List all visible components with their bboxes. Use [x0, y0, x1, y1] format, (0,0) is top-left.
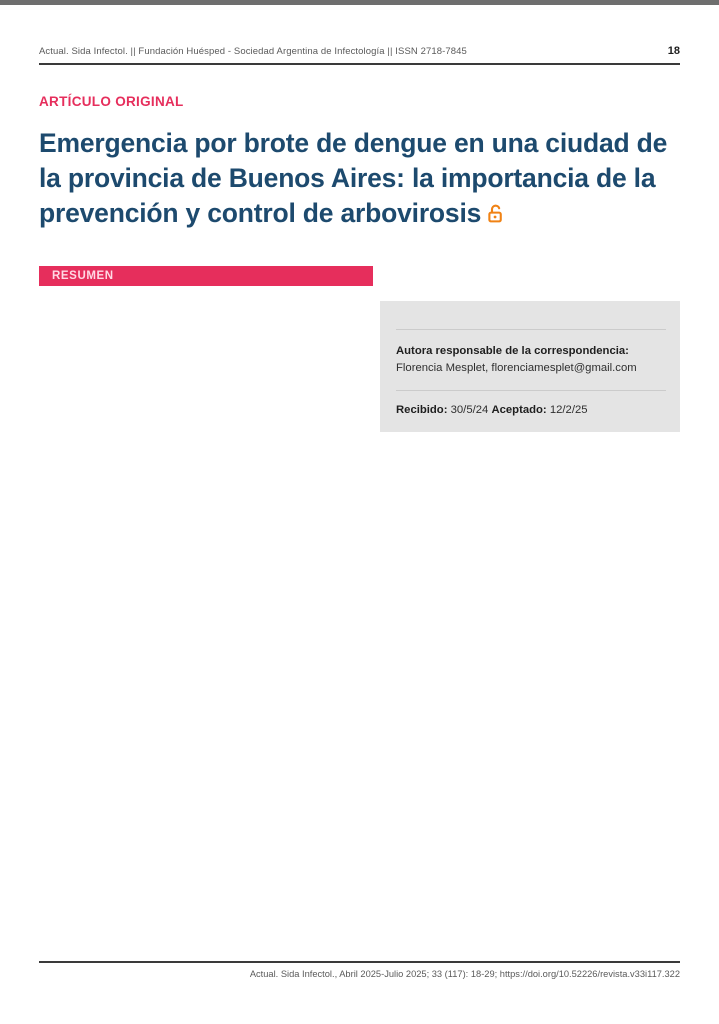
footer-citation[interactable]: Actual. Sida Infectol., Abril 2025-Julio 2025; 33 (117): 18-29; https://doi.org/10.52226/revista.v33i117.322 [39, 961, 680, 979]
top-color-bar [0, 0, 719, 5]
box-divider [396, 329, 666, 330]
open-access-icon [485, 198, 506, 233]
received-label: Recibido: [396, 403, 448, 416]
article-page [0, 0, 719, 459]
accepted-date: 12/2/25 [549, 403, 588, 416]
article-title [39, 126, 680, 233]
correspondence-label: Autora responsable de la correspondencia: [396, 344, 629, 357]
right-column [380, 301, 680, 459]
article-title-text: Emergencia por brote de dengue en una ciudad de la provincia de Buenos Aires: la importancia de la prevención y control de arbovirosis [39, 128, 668, 228]
journal-header [39, 45, 680, 65]
journal-header-line: Actual. Sida Infectol. || Fundación Huésped - Sociedad Argentina de Infectología || ISSN 2718-7845 [39, 46, 467, 57]
box-divider [396, 390, 666, 391]
resumen-badge: RESUMEN [39, 266, 373, 286]
correspondence-value[interactable]: Florencia Mesplet, florenciamesplet@gmail.com [396, 361, 637, 374]
article-type-label: ARTÍCULO ORIGINAL [39, 94, 184, 109]
received-date: 30/5/24 [450, 403, 489, 416]
accepted-label: Aceptado: [491, 403, 547, 416]
dates-line [396, 404, 666, 416]
page-number: 18 [667, 45, 680, 57]
affiliations-box [380, 301, 680, 432]
abstract-left-column [39, 301, 361, 459]
abstract-columns [39, 301, 680, 459]
